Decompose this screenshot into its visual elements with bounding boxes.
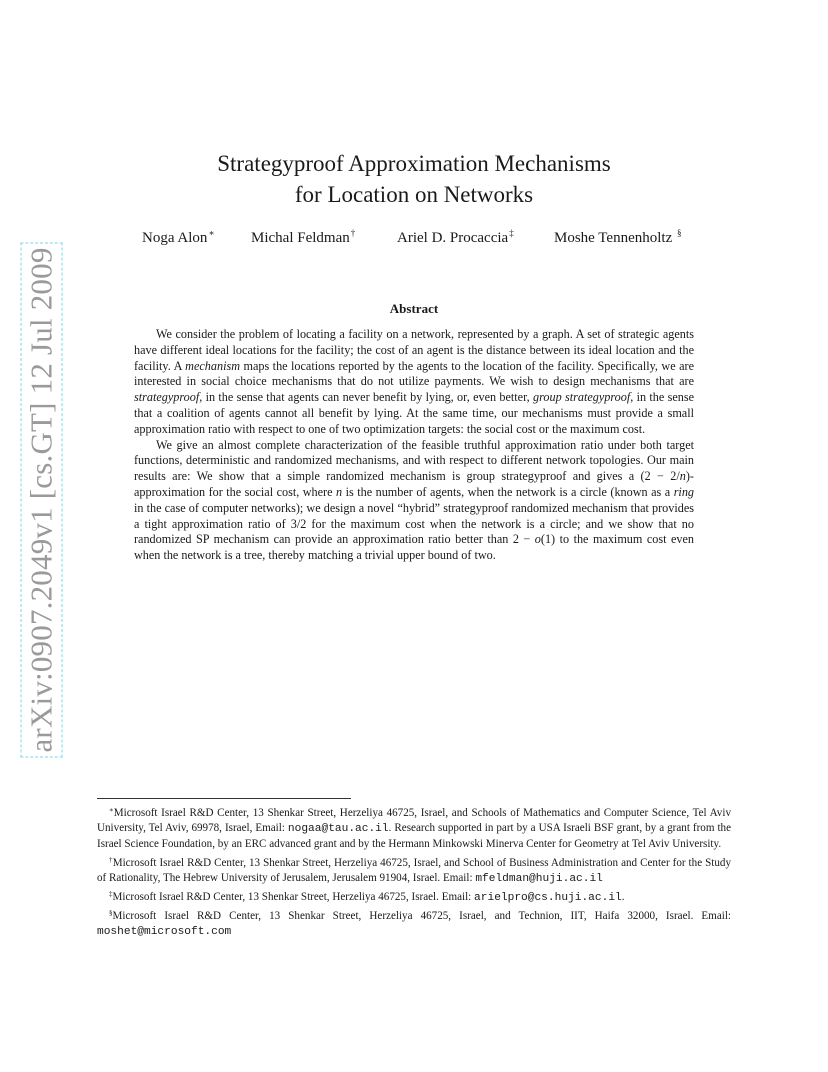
email-address[interactable]: nogaa@tau.ac.il [287,823,389,836]
title-line-2: for Location on Networks [294,182,534,207]
author-moshe-tennenholtz [554,228,682,247]
email-address[interactable]: moshet@microsoft.com [97,926,232,939]
math-variable-n: n [679,469,686,484]
arxiv-identifier-stamp [22,247,62,753]
footnote-text: Microsoft Israel R&D Center, 13 Shenkar Street, Herzeliya 46725, Israel, and Technion, IIT, Haifa 32000, Israel. Email: [112,910,731,923]
footnote-text: Microsoft Israel R&D Center, 13 Shenkar Street, Herzeliya 46725, Israel, and Schools of Mathematics and Computer Science, Tel Aviv University, Tel Aviv, 69978, Israel, Email: [97,807,731,835]
author-list [0,228,828,248]
title-line-1: Strategyproof Approximation Mechanisms [217,151,611,176]
footnote-mark: ∗ [109,806,114,814]
abstract-text: (1) to the maximum cost even when the network is a tree, thereby matching a trivial upper bound of two. [134,532,694,563]
math-variable-n: n [336,484,343,499]
author-footnote-mark: ∗ [208,228,215,238]
footnote-mark: † [109,855,113,864]
footnote-2 [97,853,731,887]
footnote-text: Microsoft Israel R&D Center, 13 Shenkar Street, Herzeliya 46725, Israel, and School of Business Administration and Center for the Study of Rationality, The Hebrew University of Jerusalem, Jerusalem 91904, Israel. Email: [97,856,731,884]
footnotes [97,803,731,941]
abstract-heading: Abstract [389,301,439,316]
footnote-4 [97,906,731,940]
term-group-strategyproof: group strategyproof [533,390,631,405]
footnote-text: . [621,891,625,904]
footnote-1 [97,803,731,853]
author-ariel-procaccia [397,228,514,247]
abstract-text: We consider the problem of locating a facility on a network, represented by a graph. A set of strategic agents have different ideal locations for the facility; the cost of an agent is the distance between its ideal location and the facility. A [134,327,694,373]
abstract-paragraph-2 [134,438,694,564]
footnote-divider [97,798,351,799]
abstract-text: , in the sense that a coalition of agents cannot all benefit by lying. At the same time, our mechanisms must provide a small approximation ratio with respect to one of two optimization targets: the social cost or the maximum cost. [134,390,694,436]
author-name: Michal Feldman [251,230,350,246]
abstract-text: in the case of computer networks); we design a novel “hybrid” strategyproof randomized mechanism that provides a tight approximation ratio of 3/2 for the maximum cost when the network is a circle; and we show that no randomized SP mechanism can provide an approximation ratio better than 2 − [134,500,694,547]
abstract-paragraph-1 [134,327,694,438]
author-noga-alon [142,228,215,247]
author-footnote-mark: † [350,228,356,238]
abstract-text: maps the locations reported by the agents to the location of the facility. Specifically, we are interested in social choice mechanisms that do not utilize payments. We wish to design mechanisms that are [134,358,694,389]
math-little-o: o [534,532,541,547]
author-footnote-mark: ‡ [509,228,514,238]
author-name: Ariel D. Procaccia [397,230,509,246]
email-address[interactable]: mfeldman@huji.ac.il [475,872,603,885]
email-address[interactable]: arielpro@cs.huji.ac.il [474,892,622,905]
author-name: Moshe Tennenholtz [554,230,673,246]
term-ring: ring [673,484,695,499]
footnote-text: Microsoft Israel R&D Center, 13 Shenkar Street, Herzeliya 46725, Israel. Email: [112,891,475,904]
abstract-body [134,327,694,564]
abstract-text: )-approximation for the social cost, where [134,469,694,499]
term-strategyproof: strategyproof [134,390,200,405]
author-michal-feldman [251,228,355,247]
term-mechanism: mechanism [185,358,241,373]
abstract-text: is the number of agents, when the network is a circle (known as a [342,484,674,499]
paper-title [0,148,828,210]
arxiv-identifier-text: arXiv:0907.2049v1 [cs.GT] 12 Jul 2009 [24,247,60,753]
abstract-text: , in the sense that agents can never benefit by lying, or, even better, [199,390,534,405]
footnote-3 [97,887,731,906]
abstract-text: We give an almost complete characterization of the feasible truthful approximation ratio under both target functions, deterministic and randomized mechanisms, and with respect to different network topologies. Our main results are: We show that a simple randomized mechanism is group strategyproof and gives a (2 − 2/ [134,437,694,484]
footnote-mark: ‡ [109,890,113,899]
footnote-mark: § [109,909,113,918]
author-footnote-mark: § [677,228,682,238]
author-name: Noga Alon [142,230,208,246]
footnote-text: . Research supported in part by a USA Israeli BSF grant, by a grant from the Israel Science Foundation, by an ERC advanced grant and by the Hermann Minkowski Minerva Center for Geometry at Tel Aviv University. [97,822,731,851]
